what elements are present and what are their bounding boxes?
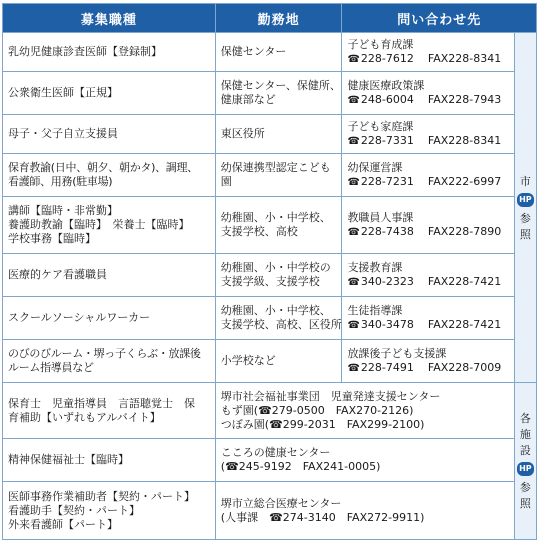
contact-cell: 健康医療政策課 ☎248-6004 FAX228-7943 (342, 72, 514, 115)
contact-cell: 支援教育課 ☎340-2323 FAX228-7421 (342, 254, 514, 297)
table-row (3, 72, 537, 115)
job-cell: 講師【臨時・非常勤】 養護助教諭【臨時】 栄養士【臨時】 学校事務【臨時】 (3, 197, 216, 254)
table-row (3, 383, 537, 439)
location-cell: 幼保連携型認定こども 園 (215, 154, 342, 197)
location-cell: 幼稚園、小・中学校の 支援学級、支援学校 (215, 254, 342, 297)
location-cell: 幼稚園、小・中学校、 支援学校、高校 (215, 197, 342, 254)
contact-cell: 子ども育成課 ☎228-7612 FAX228-8341 (342, 33, 514, 72)
phone-icon: ☎ (347, 53, 360, 65)
contact-cell-wide: 堺市立総合医療センター (人事課 ☎274-3140 FAX272-9911) (215, 482, 514, 540)
table-row (3, 254, 537, 297)
phone-icon: ☎ (347, 94, 360, 106)
location-cell: 幼稚園、小・中学校、 支援学校、高校、区役所 (215, 297, 342, 340)
location-cell: 保健センター、保健所、 健康部など (215, 72, 342, 115)
header-contact: 問い合わせ先 (342, 4, 537, 33)
table-row (3, 482, 537, 540)
table-row (3, 115, 537, 154)
location-cell: 保健センター (215, 33, 342, 72)
city-hp-reference: 市 HP 参 照 (514, 33, 536, 383)
location-cell: 東区役所 (215, 115, 342, 154)
job-cell: 母子・父子自立支援員 (3, 115, 216, 154)
contact-cell: 幼保運営課 ☎228-7231 FAX222-6997 (342, 154, 514, 197)
job-cell: 公衆衛生医師【正規】 (3, 72, 216, 115)
hp-badge: HP (517, 193, 534, 207)
phone-icon: ☎ (347, 176, 360, 188)
job-cell: のびのびルーム・堺っ子くらぶ・放課後 ルーム指導員など (3, 340, 216, 383)
job-cell: 医療的ケア看護職員 (3, 254, 216, 297)
job-cell: 精神保健福祉士【臨時】 (3, 439, 216, 482)
header-job: 募集職種 (3, 4, 216, 33)
job-cell: 医師事務作業補助者【契約・パート】 看護助手【契約・パート】 外来看護師【パート】 (3, 482, 216, 540)
table-row (3, 154, 537, 197)
job-cell: スクールソーシャルワーカー (3, 297, 216, 340)
contact-cell-wide: こころの健康センター (☎245-9192 FAX241-0005) (215, 439, 514, 482)
phone-icon: ☎ (347, 276, 360, 288)
contact-cell: 教職員人事課 ☎228-7438 FAX228-7890 (342, 197, 514, 254)
facility-hp-reference: 各 施 設 HP 参 照 (514, 383, 536, 540)
job-cell: 保育教諭(日中、朝夕、朝かタ)、調理、 看護師、用務(駐車場) (3, 154, 216, 197)
table-row (3, 340, 537, 383)
location-cell: 小学校など (215, 340, 342, 383)
job-listing-table (2, 3, 537, 540)
phone-icon: ☎ (347, 135, 360, 147)
table-row (3, 197, 537, 254)
contact-cell: 放課後子ども支援課 ☎228-7491 FAX228-7009 (342, 340, 514, 383)
contact-cell-wide: 堺市社会福祉事業団 児童発達支援センター もず園(☎279-0500 FAX270-2126) つぼみ園(☎299-2031 FAX299-2100) (215, 383, 514, 439)
job-cell: 保育士 児童指導員 言語聴覚士 保 育補助【いずれもアルバイト】 (3, 383, 216, 439)
contact-cell: 生徒指導課 ☎340-3478 FAX228-7421 (342, 297, 514, 340)
job-cell: 乳幼児健康診査医師【登録制】 (3, 33, 216, 72)
table-row (3, 33, 537, 72)
table-row (3, 439, 537, 482)
header-location: 勤務地 (215, 4, 342, 33)
contact-cell: 子ども家庭課 ☎228-7331 FAX228-8341 (342, 115, 514, 154)
table-row (3, 297, 537, 340)
hp-badge: HP (517, 462, 534, 476)
table-header-row (3, 4, 537, 33)
phone-icon: ☎ (347, 319, 360, 331)
phone-icon: ☎ (347, 226, 360, 238)
phone-icon: ☎ (347, 362, 360, 374)
